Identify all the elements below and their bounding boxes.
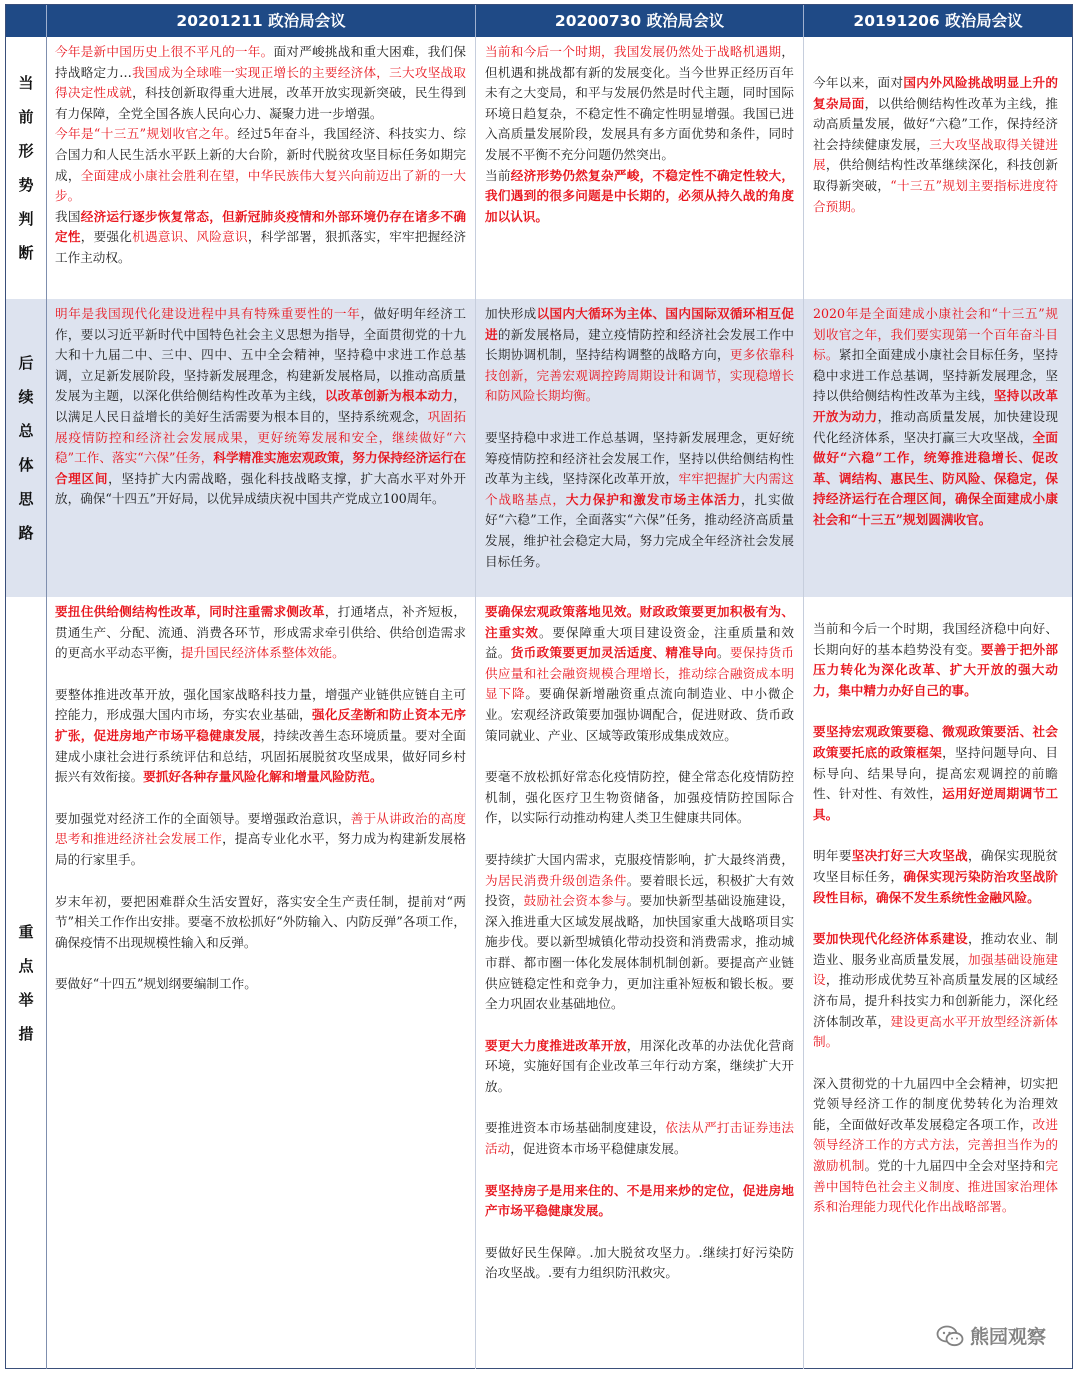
- highlighted-text: 我国成为全球唯一实现正增长的主要经济体，三大攻坚战取得决定性成就: [55, 64, 467, 101]
- highlighted-text: 要加快现代化经济体系建设: [813, 931, 968, 947]
- highlighted-text: 要坚持宏观政策要稳、微观政策要活、社会政策要托底的政策框架: [813, 724, 1058, 760]
- row-label-char: 判: [18, 210, 34, 228]
- highlighted-text: 运用好逆周期调节工具。: [813, 786, 1059, 822]
- cell-paragraph: [813, 722, 1058, 825]
- body-text: ，以满足人民日益增长的美好生活需要为根本目的，坚持系统观念，: [55, 388, 467, 424]
- watermark-text: 熊园观察: [969, 1326, 1046, 1348]
- highlighted-text: 要扭住供给侧结构性改革，同时注重需求侧改革: [55, 604, 325, 619]
- row-label-char: 点: [18, 957, 34, 975]
- highlighted-text: 机遇意识、风险意识: [132, 229, 248, 245]
- body-text: ，推动农业、制造业、服务业高质量发展，: [813, 931, 1059, 967]
- highlighted-text: 为居民消费升级创造条件: [485, 872, 627, 888]
- row-label-char: 势: [18, 176, 34, 194]
- highlighted-text: 强化反垄断和防止资本无序扩张，促进房地产市场平稳健康发展: [55, 707, 467, 743]
- wechat-icon: [936, 1325, 964, 1347]
- cell-paragraph: [55, 602, 466, 664]
- cell-paragraph: [55, 207, 466, 269]
- row-label-char: 总: [18, 422, 34, 440]
- cell-paragraph: [485, 767, 794, 829]
- row-key-measures: [6, 597, 1072, 1369]
- body-text: 明年要: [813, 848, 852, 864]
- body-text: ，扎实做好“六稳”工作，全面落实“六保”任务，推动经济高质量发展，维护社会稳定大局，努力完成全年经济社会发展目标任务。: [485, 491, 795, 569]
- body-text: 要坚持稳中求进工作总基调，坚持新发展理念，更好统筹疫情防控和经济社会发展工作，坚持以供给侧结构性改革为主线，坚持深化改革开放，: [485, 429, 794, 487]
- header-col-20191206: 20191206 政治局会议: [803, 5, 1072, 37]
- body-text: 面对严峻挑战和重大困难，我们保持战略定力…: [55, 44, 467, 80]
- cell-approach-20201211: [46, 299, 475, 597]
- body-text: 当前: [485, 167, 511, 183]
- cell-paragraph: [813, 619, 1058, 701]
- highlighted-text: 国内外风险挑战明显上升的复杂局面: [813, 75, 1059, 111]
- body-text: ，供给侧结构性改革继续深化，科技创新取得新突破，: [813, 157, 1059, 193]
- body-text: 当前和今后一个时期，我国经济稳中向好、长期向好的基本趋势没有变。: [813, 621, 1058, 657]
- body-text: 要推进资本市场基础制度建设，: [485, 1120, 666, 1136]
- header-col-20200730: 20200730 政治局会议: [475, 5, 803, 37]
- cell-paragraph: [485, 1243, 794, 1284]
- body-text: ，科学部署，狠抓落实，牢牢把握经济工作主动权。: [55, 229, 467, 265]
- body-text: 紧扣全面建成小康社会目标任务，坚持稳中求进工作总基调，坚持新发展理念，坚持以供给侧结构性改革为主线，: [813, 347, 1059, 404]
- body-text: ，提高专业化水平，努力成为构建新发展格局的行家里手。: [55, 831, 467, 867]
- body-text: 加快形成: [485, 306, 537, 321]
- body-text: ，以供给侧结构性改革为主线，推动高质量发展，做好“六稳”工作，保持经济社会持续健康发展，: [813, 95, 1059, 152]
- row-current-situation: [6, 37, 1072, 299]
- highlighted-text: 坚持以改革开放为动力: [813, 388, 1059, 424]
- body-text: 我国: [55, 208, 81, 224]
- body-text: 深入贯彻党的十九届四中全会精神，切实把党领导经济工作的制度优势转化为治理效能，全面做好改革发展稳定各项工作，: [813, 1075, 1058, 1132]
- row-label-char: 体: [18, 456, 34, 474]
- highlighted-text: 以改革创新为根本动力: [324, 388, 454, 404]
- highlighted-text: 要更大力度推进改革开放: [485, 1037, 627, 1053]
- cell-paragraph: [485, 1181, 794, 1222]
- body-text: ，确保实现脱贫攻坚目标任务，: [813, 848, 1059, 884]
- cell-paragraph: [55, 974, 466, 995]
- row-label-approach: [6, 299, 46, 597]
- cell-paragraph: [485, 304, 794, 407]
- highlighted-text: 完善中国特色社会主义制度、推进国家治理体系和治理能力现代化作出战略部署。: [813, 1158, 1059, 1215]
- body-text: ，持续改善生态环境质量。要对全面建成小康社会进行系统评估和总结，巩固拓展脱贫攻坚成果，做好同乡村振兴有效衔接。: [55, 727, 467, 785]
- row-label-situation: [6, 37, 46, 299]
- highlighted-text: 科学精准实施宏观政策，努力保持经济运行在合理区间: [55, 450, 466, 486]
- watermark: [936, 1322, 1046, 1349]
- cell-paragraph: [55, 892, 466, 954]
- cell-paragraph: [485, 166, 794, 228]
- row-label-char: 措: [18, 1025, 34, 1043]
- row-label-char: 续: [18, 388, 34, 406]
- cell-paragraph: [485, 42, 794, 166]
- highlighted-text: 建设更高水平开放型经济新体制。: [813, 1013, 1059, 1050]
- body-text: 。要着眼长远，积极扩大有效投资，: [485, 872, 795, 909]
- cell-measures-20200730: [475, 597, 803, 1369]
- highlighted-text: 大力保护和激发市场主体活力: [565, 491, 741, 507]
- highlighted-text: 更多依靠科技创新，完善宏观调控跨周期设计和调节，实现稳增长和防风险长期均衡。: [485, 347, 795, 404]
- body-text: ，推动高质量发展，加快建设现代化经济体系，坚决打赢三大攻坚战，: [813, 408, 1059, 445]
- body-text: ，做好明年经济工作，要以习近平新时代中国特色社会主义思想为指导，全面贯彻党的十九大和十九届二中、三中、四中、五中全会精神，坚持稳中求进工作总基调，立足新发展阶段，坚持新发展理念，构建新发展格局，以推动高质量发展为主题，以深化供给侧结构性改革为主线，: [55, 306, 467, 404]
- highlighted-text: 今年是新中国历史上很不平凡的一年。: [55, 44, 274, 59]
- row-label-char: 后: [18, 354, 34, 372]
- row-label-char: 路: [18, 524, 34, 542]
- body-text: 经过5年奋斗，我国经济、科技实力、综合国力和人民生活水平跃上新的大台阶，新时代脱贫攻坚目标任务如期完成，: [55, 126, 466, 183]
- highlighted-text: 加强基础设施建设: [813, 951, 1059, 988]
- cell-situation-20191206: [803, 37, 1072, 299]
- body-text: ，但机遇和挑战都有新的发展变化。当今世界正经历百年未有之大变局，和平与发展仍然是时代主题，同时国际环境日趋复杂，不稳定性不确定性明显增强。我国已进入高质量发展阶段，发展具有多方面优势和条件，同时发展不平衡不充分问题仍然突出。: [485, 44, 794, 162]
- highlighted-text: 确保实现污染防治攻坚战阶段性目标，确保不发生系统性金融风险。: [813, 868, 1059, 905]
- row-label-char: 重: [18, 923, 34, 941]
- cell-paragraph: [55, 304, 466, 510]
- row-label-char: 断: [18, 244, 34, 262]
- highlighted-text: 明年是我国现代化建设进程中具有特殊重要性的一年: [55, 306, 361, 321]
- cell-situation-20200730: [475, 37, 803, 299]
- body-text: 。党的十九届四中全会对坚持和: [864, 1158, 1046, 1174]
- cell-measures-20191206: [803, 597, 1072, 1369]
- body-text: 的新发展格局，建立疫情防控和经济社会发展工作中长期协调机制，坚持结构调整的战略方向，: [485, 326, 795, 363]
- body-text: ，打通堵点，补齐短板，贯通生产、分配、流通、消费各环节，形成需求牵引供给、供给创造需求的更高水平动态平衡，: [55, 604, 467, 661]
- cell-measures-20201211: [46, 597, 475, 1369]
- cell-paragraph: [813, 1074, 1058, 1218]
- body-text: 要持续扩大国内需求，克服疫情影响，扩大最终消费，: [485, 851, 794, 867]
- row-label-char: 举: [18, 991, 34, 1009]
- highlighted-text: 货币政策要更加灵活适度、精准导向: [510, 645, 717, 661]
- cell-paragraph: [55, 809, 466, 871]
- body-text: 。: [716, 645, 730, 661]
- body-text: 今年以来，面对: [813, 75, 904, 90]
- row-label-char: 当: [18, 74, 34, 92]
- highlighted-text: 要抓好各种存量风险化解和增量风险防范。: [143, 769, 383, 785]
- row-overall-approach: [6, 299, 1072, 597]
- highlighted-text: 巩固拓展疫情防控和经济社会发展成果，更好统筹发展和安全，继续做好“六稳”工作、落实“六保”任务，: [55, 408, 467, 466]
- body-text: ，用深化改革的办法优化营商环境，实施好国有企业改革三年行动方案，继续扩大开放。: [485, 1037, 795, 1094]
- highlighted-text: 提升国民经济体系整体效能。: [180, 645, 345, 661]
- highlighted-text: 鼓励社会资本参与: [523, 893, 627, 909]
- body-text: 岁末年初，要把困难群众生活安置好，落实安全生产责任制，提前对“两节”相关工作作出安排。要毫不放松抓好“外防输入、内防反弹”各项工作，确保疫情不出现规模性输入和反弹。: [55, 893, 466, 950]
- highlighted-text: 牢牢把握扩大内需这个战略基点，: [485, 471, 795, 507]
- row-label-char: 形: [18, 142, 34, 160]
- cell-paragraph: [485, 1118, 794, 1159]
- body-text: 。要加快新型基础设施建设，深入推进重大区域发展战略，加快国家重大战略项目实施步伐。要以新型城镇化带动投资和消费需求，推动城市群、都市圈一体化发展体制机制创新。要提高产业链供应链稳定性和竞争力，更加注重补短板和锻长板。要全力巩固农业基础地位。: [485, 893, 795, 1012]
- highlighted-text: 要确保宏观政策落地见效。财政政策要更加积极有为、注重实效: [485, 604, 794, 640]
- body-text: 要毫不放松抓好常态化疫情防控，健全常态化疫情防控机制，强化医疗卫生物资储备，加强疫情防控国际合作，以实际行动推动构建人类卫生健康共同体。: [485, 769, 794, 826]
- highlighted-text: 全面做好“六稳”工作，统筹推进稳增长、促改革、调结构、惠民生、防风险、保稳定，保持经济运行在合理区间，确保全面建成小康社会和“十三五”规划圆满收官。: [813, 429, 1059, 527]
- highlighted-text: 依法从严打击证券违法活动: [485, 1120, 795, 1157]
- cell-paragraph: [485, 428, 794, 572]
- row-label-divider: [46, 37, 47, 1369]
- highlighted-text: 2020年是全面建成小康社会和“十三五”规划收官之年，我们要实现第一个百年奋斗目标。: [813, 306, 1058, 363]
- cell-paragraph: [813, 73, 1058, 217]
- cell-paragraph: [813, 846, 1058, 908]
- cell-approach-20200730: [475, 299, 803, 597]
- body-text: 。要确保新增融资重点流向制造业、中小微企业。宏观经济政策要加强协调配合，促进财政、货币政策同就业、产业、区域等政策形成集成效应。: [485, 686, 795, 743]
- highlighted-text: “十三五”规划主要指标进度符合预期。: [813, 177, 1058, 214]
- header-corner: [6, 5, 46, 37]
- row-label-char: 思: [18, 490, 34, 508]
- highlighted-text: 善于从讲政治的高度思考和推进经济社会发展工作: [55, 810, 467, 847]
- body-text: 要加强党对经济工作的全面领导。要增强政治意识，: [55, 810, 351, 826]
- highlighted-text: 经济运行逐步恢复常态，但新冠肺炎疫情和外部环境仍存在诸多不确定性: [55, 208, 467, 245]
- body-text: 要做好民生保障。.加大脱贫攻坚力。.继续打好污染防治攻坚战。.要有力组织防汛救灾。: [485, 1244, 794, 1281]
- highlighted-text: 经济形势仍然复杂严峻，不稳定性不确定性较大，我们遇到的很多问题是中长期的，必须从持久战的角度加以认识。: [485, 167, 795, 224]
- highlighted-text: 全面建成小康社会胜利在望，中华民族伟大复兴向前迈出了新的一大步。: [55, 167, 467, 204]
- highlighted-text: 当前和今后一个时期，我国发展仍然处于战略机遇期: [485, 44, 782, 59]
- policy-comparison-table: [5, 4, 1073, 1369]
- row-label-char: 前: [18, 108, 34, 126]
- body-text: 要整体推进改革开放，强化国家战略科技力量，增强产业链供应链自主可控能力，形成强大国内市场，夯实农业基础，: [55, 686, 466, 723]
- body-text: 。要保障重大项目建设资金，注重质量和效益。: [485, 624, 795, 661]
- cell-paragraph: [485, 1036, 794, 1098]
- cell-paragraph: [813, 304, 1058, 531]
- cell-paragraph: [55, 685, 466, 788]
- body-text: 要做好“十四五”规划纲要编制工作。: [55, 976, 257, 992]
- cell-paragraph: [485, 850, 794, 1015]
- body-text: ，推动形成优势互补高质量发展的区域经济布局，提升科技实力和创新能力，深化经济体制改革，: [813, 972, 1059, 1029]
- body-text: ，科技创新取得重大进展，改革开放实现新突破，民生得到有力保障，全党全国各族人民向心力、凝聚力进一步增强。: [55, 85, 467, 121]
- highlighted-text: 要保持货币供应量和社会融资规模合理增长，推动综合融资成本明显下降: [485, 645, 795, 702]
- body-text: ，促进资本市场平稳健康发展。: [510, 1141, 687, 1157]
- highlighted-text: 今年是“十三五”规划收官之年。: [55, 126, 238, 142]
- body-text: ，坚持扩大内需战略，强化科技战略支撑，扩大高水平对外开放，确保“十四五”开好局，以优异成绩庆祝中国共产党成立100周年。: [55, 470, 467, 507]
- header-col-20201211: 20201211 政治局会议: [46, 5, 475, 37]
- cell-situation-20201211: [46, 37, 475, 299]
- highlighted-text: 三大攻坚战取得关键进展: [813, 136, 1059, 173]
- cell-paragraph: [55, 42, 466, 124]
- body-text: ，坚持问题导向、目标导向、结果导向，提高宏观调控的前瞻性、针对性、有效性，: [813, 744, 1059, 802]
- cell-paragraph: [813, 929, 1058, 1053]
- highlighted-text: 坚决打好三大攻坚战: [851, 848, 968, 864]
- body-text: ，要强化: [80, 229, 133, 245]
- row-label-measures: [6, 597, 46, 1369]
- highlighted-text: 以国内大循环为主体、国内国际双循环相互促进: [485, 306, 795, 342]
- cell-paragraph: [55, 124, 466, 206]
- highlighted-text: 要坚持房子是用来住的、不是用来炒的定位，促进房地产市场平稳健康发展。: [485, 1182, 794, 1219]
- highlighted-text: 改进领导经济工作的方式方法，完善担当作为的激励机制: [813, 1116, 1059, 1174]
- highlighted-text: 要善于把外部压力转化为深化改革、扩大开放的强大动力，集中精力办好自己的事。: [813, 641, 1059, 698]
- cell-approach-20191206: [803, 299, 1072, 597]
- cell-paragraph: [485, 602, 794, 746]
